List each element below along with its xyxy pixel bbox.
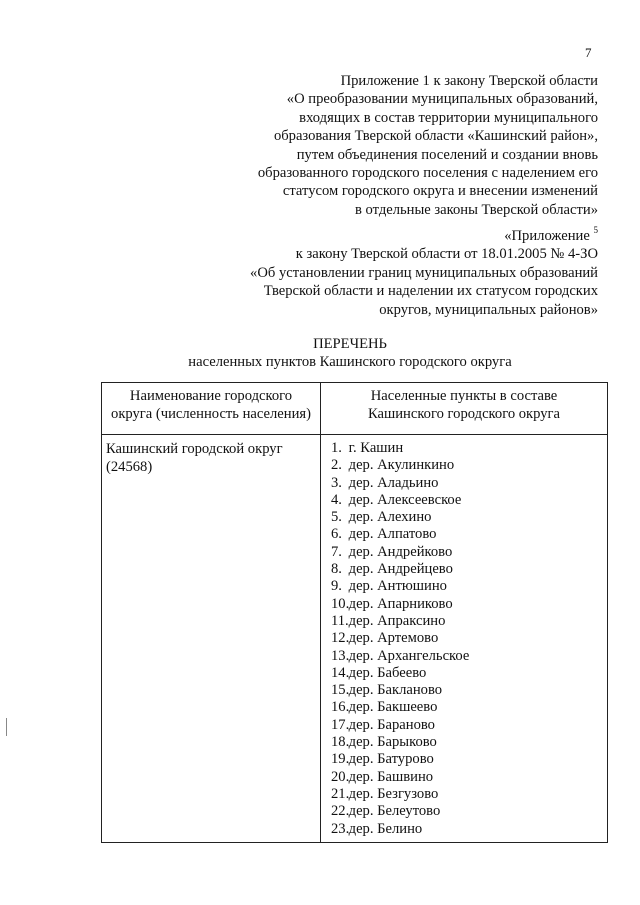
settlement-number: 14.	[331, 664, 350, 681]
page-number: 7	[585, 45, 592, 60]
settlement-name: дер. Архангельское	[345, 647, 470, 664]
settlement-number: 11.	[331, 612, 349, 629]
appendix-5-heading-text: «Приложение	[504, 228, 594, 244]
appendix-5-line: Тверской области и наделении их статусом городских	[263, 283, 598, 300]
settlement-item	[331, 544, 607, 561]
settlement-name: дер. Бакшеево	[345, 699, 438, 716]
settlement-item	[331, 717, 607, 734]
settlement-item	[331, 682, 607, 699]
settlement-name: дер. Аладьино	[345, 474, 439, 491]
settlement-name: дер. Алпатово	[345, 526, 437, 543]
appendix-5-line: округов, муниципальных районов»	[379, 301, 598, 318]
settlement-item	[331, 457, 607, 474]
settlement-number: 4.	[331, 491, 342, 508]
appendix-1-line: образования Тверской области «Кашинский район»,	[273, 128, 598, 145]
settlement-item	[331, 578, 607, 595]
settlement-item	[331, 751, 607, 768]
settlement-item	[331, 803, 607, 820]
settlement-name: дер. Артемово	[345, 630, 439, 647]
settlement-item	[331, 596, 607, 613]
appendix-1-line: в отдельные законы Тверской области»	[355, 201, 598, 218]
district-cell	[102, 435, 321, 843]
title-subheading: населенных пунктов Кашинского городского округа	[188, 354, 512, 371]
settlement-item	[331, 699, 607, 716]
settlement-name: дер. Бакланово	[345, 682, 443, 699]
district-population: (24568)	[106, 459, 153, 476]
appendix-5-superscript: 5	[593, 225, 598, 236]
settlement-number: 23.	[331, 820, 350, 837]
settlement-name: дер. Андрейково	[345, 543, 453, 560]
settlement-name: г. Кашин	[345, 440, 404, 456]
scan-artifact	[6, 718, 7, 736]
settlement-number: 2.	[331, 457, 342, 474]
settlement-name: дер. Барыково	[345, 734, 437, 751]
settlement-item	[331, 734, 607, 751]
appendix-1-line: статусом городского округа и внесении изменений	[282, 183, 598, 200]
settlement-number: 8.	[331, 561, 342, 578]
settlement-name: дер. Батурово	[345, 751, 434, 768]
appendix-1-line: входящих в состав территории муниципального	[299, 109, 598, 126]
settlement-item	[331, 492, 607, 509]
table-header-row	[102, 383, 608, 435]
settlements-table	[101, 382, 608, 843]
settlement-number: 10.	[331, 595, 350, 612]
settlement-number: 12.	[331, 630, 350, 647]
settlements-list	[331, 440, 607, 838]
table-row	[102, 435, 608, 843]
appendix-1-line: образованного городского поселения с наделением его	[257, 165, 598, 182]
settlement-number: 15.	[331, 682, 350, 699]
settlement-number: 20.	[331, 768, 350, 785]
settlement-item	[331, 440, 607, 457]
settlement-name: дер. Апраксино	[345, 612, 446, 629]
settlement-item	[331, 630, 607, 647]
title-heading: ПЕРЕЧЕНЬ	[313, 336, 387, 352]
settlement-name: дер. Белино	[345, 820, 423, 837]
settlement-item	[331, 665, 607, 682]
appendix-1-line: «О преобразовании муниципальных образований,	[286, 91, 598, 108]
settlement-item	[331, 821, 607, 838]
district-name: Кашинский городской округ	[106, 441, 283, 457]
list-title	[100, 335, 600, 372]
settlement-name: дер. Антюшино	[345, 578, 447, 595]
settlement-number: 13.	[331, 647, 350, 664]
settlement-number: 17.	[331, 716, 350, 733]
settlement-item	[331, 613, 607, 630]
settlement-item	[331, 786, 607, 803]
settlement-item	[331, 526, 607, 543]
settlements-cell	[321, 435, 608, 843]
settlement-name: дер. Безгузово	[345, 785, 439, 802]
settlement-name: дер. Апарниково	[345, 595, 453, 612]
settlement-item	[331, 509, 607, 526]
settlement-name: дер. Алексеевское	[345, 491, 462, 508]
settlement-item	[331, 561, 607, 578]
settlement-number: 7.	[331, 543, 342, 560]
settlement-number: 21.	[331, 785, 350, 802]
settlement-name: дер. Бабеево	[345, 664, 427, 681]
settlement-number: 5.	[331, 509, 342, 526]
header-district: Наименование городского округа (численность населения)	[102, 383, 321, 435]
appendix-5-line: к закону Тверской области от 18.01.2005 № 4-ЗО	[295, 246, 598, 263]
settlement-name: дер. Акулинкино	[345, 457, 455, 474]
settlement-name: дер. Алехино	[345, 509, 432, 526]
settlement-number: 9.	[331, 578, 342, 595]
appendix-1-line: путем объединения поселений и создании вновь	[296, 146, 598, 163]
settlement-item	[331, 769, 607, 786]
appendix-5-header	[178, 227, 598, 319]
settlement-name: дер. Башвино	[345, 768, 434, 785]
appendix-5-heading	[178, 227, 598, 245]
settlement-number: 19.	[331, 751, 350, 768]
settlement-item	[331, 648, 607, 665]
settlement-number: 6.	[331, 526, 342, 543]
settlement-name: дер. Бараново	[345, 716, 435, 733]
settlement-name: дер. Андрейцево	[345, 561, 453, 578]
settlement-number: 1.	[331, 440, 342, 456]
settlement-number: 16.	[331, 699, 350, 716]
settlement-name: дер. Белеутово	[345, 803, 441, 820]
settlement-number: 22.	[331, 803, 350, 820]
header-settlements: Населенные пункты в составе Кашинского городского округа	[321, 383, 608, 435]
settlement-number: 3.	[331, 474, 342, 491]
appendix-1-line: Приложение 1 к закону Тверской области	[340, 73, 598, 89]
appendix-5-line: «Об установлении границ муниципальных образований	[250, 264, 598, 281]
settlement-item	[331, 475, 607, 492]
appendix-1-header	[178, 72, 598, 219]
settlement-number: 18.	[331, 734, 350, 751]
